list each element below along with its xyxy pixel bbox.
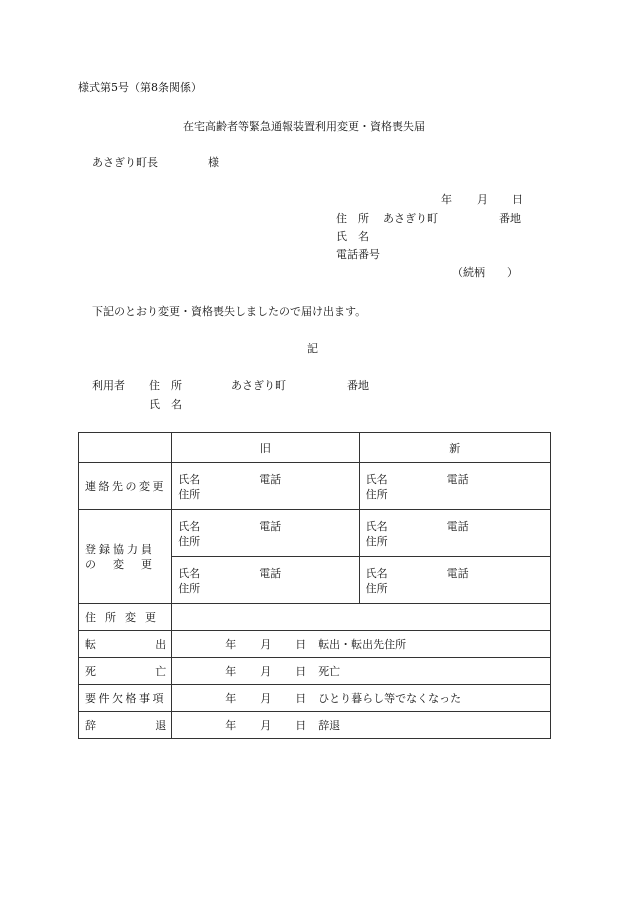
death-day: 日 (295, 665, 307, 678)
death-year: 年 (225, 665, 237, 678)
volunteer1-old-phone-label: 電話 (259, 520, 282, 533)
user-address-label: 住 所 (149, 379, 182, 392)
address-change-cell[interactable] (172, 604, 551, 631)
row-ineligible (79, 685, 551, 712)
moveout-note: 転出・転出先住所 (318, 638, 407, 651)
volunteer2-old-address-label: 住所 (178, 582, 201, 595)
row-volunteer-change-label (79, 510, 172, 604)
row-volunteer-change-1 (79, 510, 551, 557)
volunteer2-new-phone-label: 電話 (446, 567, 469, 580)
date-month: 月 (477, 193, 488, 206)
contact-new-phone-label: 電話 (446, 473, 469, 486)
volunteer2-new-address-label: 住所 (365, 582, 388, 595)
row-withdraw (79, 712, 551, 739)
ineligible-cell[interactable] (172, 685, 551, 712)
row-moveout (79, 631, 551, 658)
addressee-honorific: 様 (208, 156, 219, 169)
applicant-address-town: あさぎり町 (383, 212, 438, 225)
volunteer2-old-phone-label: 電話 (259, 567, 282, 580)
row-death-label (79, 658, 172, 685)
withdraw-cell[interactable] (172, 712, 551, 739)
death-cell[interactable] (172, 658, 551, 685)
moveout-label-char-1: 出 (155, 638, 167, 651)
header-old: 旧 (172, 433, 359, 463)
contact-old-address-label: 住所 (178, 488, 201, 501)
contact-old-cell[interactable] (172, 463, 359, 510)
ineligible-note: ひとり暮らし等でなくなった (318, 692, 462, 705)
moveout-label-char-0: 転 (85, 638, 96, 651)
death-month: 月 (260, 665, 272, 678)
volunteer1-new-name-label: 氏名 (365, 520, 388, 533)
volunteer1-old-address-label: 住所 (178, 535, 201, 548)
volunteer1-new-phone-label: 電話 (446, 520, 469, 533)
volunteer1-new-cell[interactable] (359, 510, 550, 557)
user-name-label: 氏 名 (149, 398, 182, 411)
applicant-address-label: 住 所 (336, 212, 369, 225)
withdraw-month: 月 (260, 719, 272, 732)
row-withdraw-label (79, 712, 172, 739)
moveout-day: 日 (295, 638, 307, 651)
volunteer2-new-cell[interactable] (359, 557, 550, 604)
volunteer-change-label-line2: の 変 更 (85, 557, 155, 571)
date-day: 日 (512, 193, 523, 206)
death-label-char-1: 亡 (155, 665, 167, 678)
address-change-label: 住所変更 (85, 611, 165, 624)
contact-new-cell[interactable] (359, 463, 550, 510)
applicant-name-label: 氏 名 (336, 230, 369, 243)
row-contact-change-label (79, 463, 172, 510)
volunteer2-old-cell[interactable] (172, 557, 359, 604)
ki-mark: 記 (307, 342, 318, 355)
addressee: あさぎり町長 (92, 156, 158, 169)
row-ineligible-label (79, 685, 172, 712)
contact-old-phone-label: 電話 (259, 473, 282, 486)
withdraw-label-char-0: 辞 (85, 719, 96, 732)
header-blank (79, 433, 172, 463)
row-death (79, 658, 551, 685)
applicant-phone-label: 電話番号 (336, 248, 380, 261)
volunteer1-new-address-label: 住所 (365, 535, 388, 548)
death-note: 死亡 (318, 665, 341, 678)
ineligible-year: 年 (225, 692, 237, 705)
row-address-change (79, 604, 551, 631)
form-number: 様式第5号（第8条関係） (78, 81, 202, 94)
contact-new-address-label: 住所 (365, 488, 388, 501)
table-header-row (79, 433, 551, 463)
header-new: 新 (359, 433, 550, 463)
row-contact-change (79, 463, 551, 510)
contact-change-label: 連絡先の変更 (85, 480, 166, 493)
document-title: 在宅高齢者等緊急通報装置利用変更・資格喪失届 (183, 120, 425, 133)
statement: 下記のとおり変更・資格喪失しましたので届け出ます。 (92, 305, 367, 318)
row-address-change-label (79, 604, 172, 631)
applicant-address-banchi: 番地 (499, 212, 521, 225)
moveout-cell[interactable] (172, 631, 551, 658)
date-year: 年 (441, 193, 452, 206)
user-label: 利用者 (92, 379, 125, 392)
ineligible-day: 日 (295, 692, 307, 705)
volunteer2-new-name-label: 氏名 (365, 567, 388, 580)
ineligible-label: 要件欠格事項 (85, 692, 166, 705)
change-form-table (78, 432, 551, 739)
applicant-relation: （続柄 ） (452, 266, 518, 279)
withdraw-year: 年 (225, 719, 237, 732)
moveout-year: 年 (225, 638, 237, 651)
death-label-char-0: 死 (85, 665, 96, 678)
volunteer-change-label-line1: 登録協力員 (85, 542, 155, 556)
volunteer1-old-cell[interactable] (172, 510, 359, 557)
user-address-banchi: 番地 (347, 379, 369, 392)
withdraw-label-char-1: 退 (155, 719, 167, 732)
withdraw-note: 辞退 (318, 719, 341, 732)
withdraw-day: 日 (295, 719, 307, 732)
volunteer1-old-name-label: 氏名 (178, 520, 201, 533)
row-moveout-label (79, 631, 172, 658)
ineligible-month: 月 (260, 692, 272, 705)
volunteer2-old-name-label: 氏名 (178, 567, 201, 580)
contact-old-name-label: 氏名 (178, 473, 201, 486)
contact-new-name-label: 氏名 (365, 473, 388, 486)
moveout-month: 月 (260, 638, 272, 651)
user-address-town: あさぎり町 (231, 379, 286, 392)
